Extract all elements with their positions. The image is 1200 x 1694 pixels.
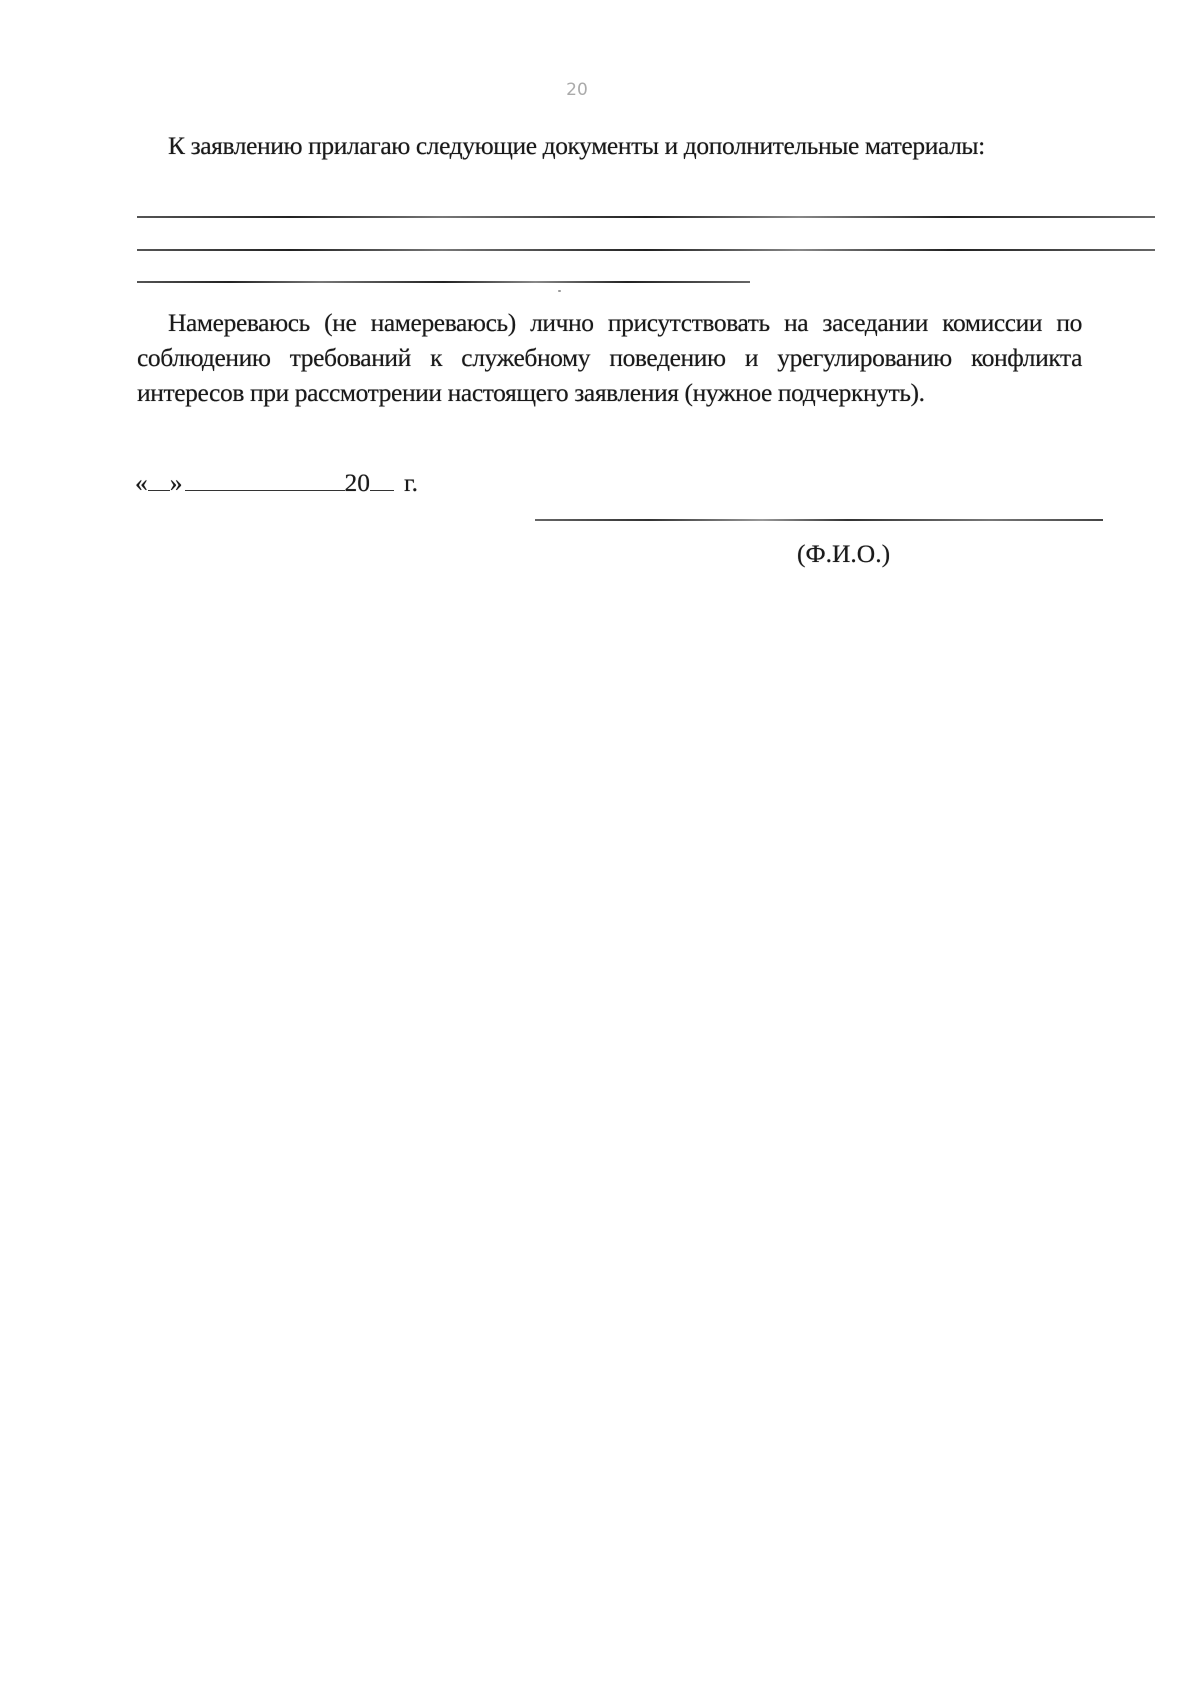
date-open-quote: « [135, 468, 148, 497]
scan-speck [558, 290, 561, 292]
year-suffix: г. [404, 468, 418, 497]
attachment-line-3 [137, 281, 750, 283]
attachment-line-1 [137, 216, 1155, 218]
year-blank [370, 468, 394, 491]
day-blank [148, 468, 170, 491]
month-blank [185, 468, 345, 491]
signature-caption: (Ф.И.О.) [797, 539, 891, 568]
year-prefix: 20 [344, 468, 370, 497]
date-close-quote: » [169, 468, 183, 497]
date-field [135, 465, 418, 500]
attachment-line-2 [137, 249, 1155, 251]
attachments-intro: К заявлению прилагаю следующие документы и дополнительные материалы: [168, 131, 985, 160]
page-number: 20 [566, 80, 588, 100]
signature-line [535, 519, 1103, 521]
attendance-intent-paragraph: Намереваюсь (не намереваюсь) лично присутствовать на заседании комиссии по соблюдению требований к служебному поведению и урегулированию конфликта интересов при рассмотрении настоящего заявления (нужное подчеркнуть). [137, 308, 1082, 407]
